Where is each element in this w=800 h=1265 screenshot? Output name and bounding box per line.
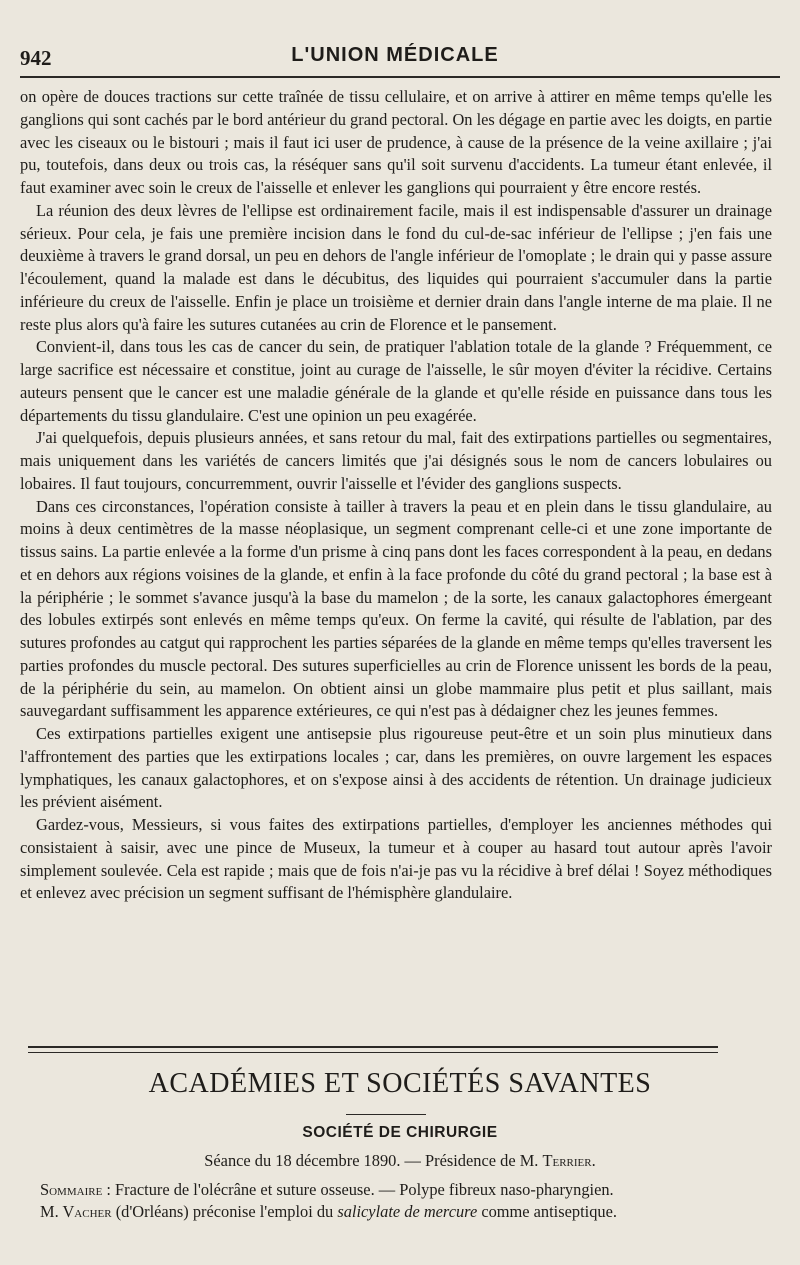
- paragraph: on opère de douces tractions sur cette traînée de tissu cellulaire, et on arrive à attirer en même temps qu'elle les ganglions qui sont cachés par le bord antérieur du grand pectoral. On les dégage en partie avec les doigts, en partie avec les ciseaux ou le bistouri ; mais il faut ici user de prudence, à cause de la présence de la veine axillaire ; j'ai pu, toutefois, dans deux ou trois cas, la réséquer sans qu'il soit survenu d'accidents. La tumeur étant enlevée, il faut examiner avec soin le creux de l'aisselle et enlever les ganglions qui pourraient y être encore restés.: [20, 87, 772, 197]
- summary-label: Sommaire :: [40, 1180, 111, 1199]
- page-number: 942: [20, 46, 52, 70]
- session-line: [0, 1151, 800, 1171]
- paragraph: La réunion des deux lèvres de l'ellipse est ordinairement facile, mais il est indispensable d'assurer un drainage sérieux. Pour cela, je fais une première incision dans le fond du cul-de-sac inférieur de l'ellipse ; j'en fais une deuxième à travers le grand dorsal, un peu en dehors de l'angle inférieur de l'omoplate ; le drain qui y passe assure l'écoulement, quand la malade est dans le décubitus, des liquides qui pourraient s'accumuler dans la partie inférieure du creux de l'aisselle. Enfin je place un troisième et dernier drain dans l'angle interne de ma plaie. Il ne reste plus alors qu'à faire les sutures cutanées au crin de Florence et le pansement.: [20, 200, 772, 334]
- society-name: SOCIÉTÉ DE CHIRURGIE: [302, 1124, 498, 1141]
- paragraph: Ces extirpations partielles exigent une antisepsie plus rigoureuse peut-être et un soin plus minutieux dans l'affrontement des parties que les extirpations locales ; car, dans les premières, on ouvre largement les espaces lymphatiques, les canaux galactophores, et on s'expose ainsi à des accidents de rétention. Un drainage judicieux les prévient aisément.: [20, 724, 772, 812]
- paragraph: Gardez-vous, Messieurs, si vous faites des extirpations partielles, d'employer les anciennes méthodes qui consistaient à saisir, avec une pince de Museux, la tumeur et à couper au hasard tout autour après l'avoir simplement soulevée. Cela est rapide ; mais que de fois n'ai-je pas vu la récidive à bref délai ! Soyez méthodiques et enlevez avec précision un segment suffisant de l'hémisphère glandulaire.: [20, 815, 772, 903]
- paragraph: Dans ces circonstances, l'opération consiste à tailler à travers la peau et en plein dans le tissu glandulaire, au moins à deux centimètres de la masse néoplasique, un segment comprenant celle-ci et une zone importante de tissus sains. La partie enlevée a la forme d'un prisme à cinq pans dont les faces correspondent à la peau, en dedans et en dehors aux régions voisines de la glande, et enfin à la face profonde du côté du grand pectoral ; la base est à la périphérie ; le sommet s'avance jusqu'à la base du mamelon ; de la sorte, les canaux galactophores émergeant des lobules extirpés sont enlevés en même temps qu'eux. On ferme la cavité, qui résulte de l'ablation, par des sutures profondes au catgut qui rapprochent les parties séparées de la glande en même temps qu'elles traversent les parties profondes du muscle pectoral. Des sutures superficielles au crin de Florence unissent les bords de la peau, de la périphérie du sein, au mamelon. On obtient ainsi un globe mammaire plus petit et plus saillant, mais sauvegardant suffisamment les apparence extérieures, ce qui n'est pas à dédaigner chez les jeunes femmes.: [20, 496, 772, 721]
- remedy-name: salicylate de mercure: [337, 1202, 478, 1221]
- article-body: [20, 86, 772, 905]
- summary-text: Fracture de l'olécrâne et suture osseuse. — Polype fibreux naso-pharyngien.: [110, 1180, 614, 1199]
- speaker-name: M. Vacher: [40, 1202, 112, 1221]
- paragraph: J'ai quelquefois, depuis plusieurs années, et sans retour du mal, fait des extirpations partielles ou segmentaires, mais uniquement dans les variétés de cancers limités que j'ai désignés sous le nom de cancers lobulaires ou lobaires. Il faut toujours, concurremment, ouvrir l'aisselle et l'évider des ganglions suspects.: [20, 428, 772, 493]
- journal-title: L'UNION MÉDICALE: [291, 44, 499, 66]
- summary-line: [40, 1179, 780, 1201]
- session-date: Séance du 18 décembre 1890. — Présidence de M.: [204, 1151, 543, 1170]
- speaker-rest: (d'Orléans) préconise l'emploi du: [111, 1202, 338, 1221]
- title-rule: [346, 1114, 426, 1115]
- section-title: ACADÉMIES ET SOCIÉTÉS SAVANTES: [148, 1068, 652, 1099]
- section-divider: [28, 1046, 718, 1053]
- summary-tail: comme antiseptique.: [477, 1202, 617, 1221]
- header-rule: [20, 76, 780, 78]
- speaker-line: [40, 1201, 780, 1223]
- president-name: Terrier.: [542, 1151, 596, 1170]
- paragraph: Convient-il, dans tous les cas de cancer du sein, de pratiquer l'ablation totale de la glande ? Fréquemment, ce large sacrifice est nécessaire et constitue, joint au curage de l'aisselle, le sûr moyen d'éviter la récidive. Certains auteurs pensent que le cancer est une maladie générale de la glande et qu'elle réside en puissance dans tous les départements du tissu glandulaire. C'est une opinion un peu exagérée.: [20, 337, 772, 425]
- summary-block: [40, 1179, 780, 1223]
- running-head: [20, 38, 770, 72]
